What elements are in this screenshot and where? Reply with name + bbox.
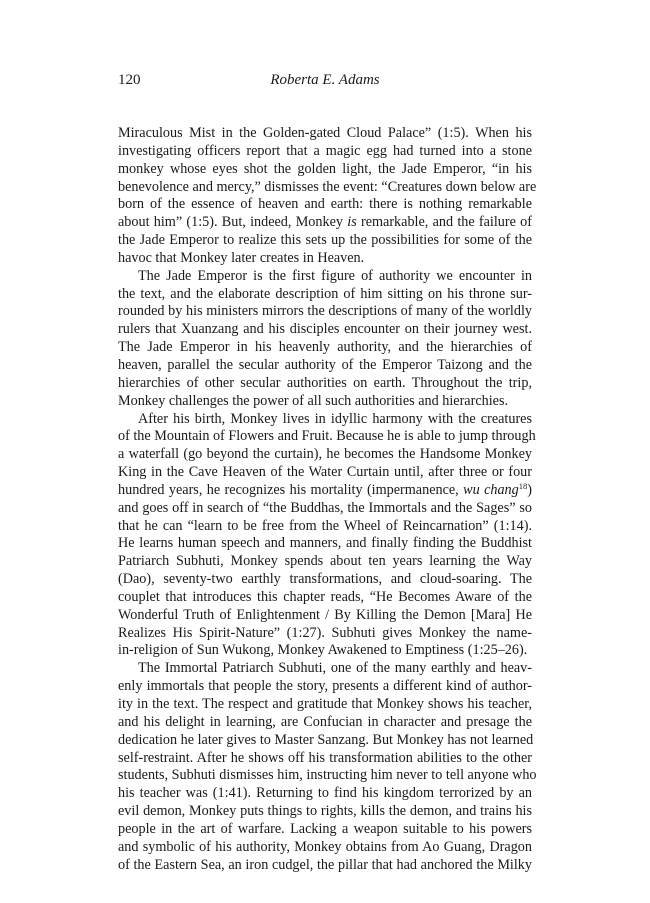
text-line: Realizes His Spirit-Nature” (1:27). Subhuti gives Monkey the name-	[118, 624, 532, 641]
text-line: Monkey challenges the power of all such authorities and hierarchies.	[118, 392, 509, 409]
text-line: hundred years, he recognizes his mortality (impermanence, wu chang$^{18}$)	[118, 480, 532, 498]
text-line: a waterfall (go beyond the curtain), he becomes the Handsome Monkey	[118, 446, 532, 463]
footnote-reference: 18	[518, 480, 528, 491]
text-line: investigating officers report that a magic egg had turned into a stone	[118, 142, 532, 159]
text-line: heaven, parallel the secular authority of the Emperor Taizong and the	[118, 356, 532, 373]
text-line: The Jade Emperor is the first figure of authority we encounter in	[138, 267, 532, 284]
page-number: 120	[118, 72, 141, 88]
text-line: in-religion of Sun Wukong, Monkey Awakened to Emptiness (1:25–26).	[118, 642, 528, 659]
paragraph	[118, 410, 536, 661]
text-line: enly immortals that people the story, presents a different kind of author-	[118, 678, 532, 695]
text-line: of the Mountain of Flowers and Fruit. Because he is able to jump through	[118, 428, 536, 445]
text-line: monkey whose eyes shot the golden light, the Jade Emperor, “in his	[118, 160, 532, 177]
italic-term: wu chang	[463, 481, 519, 498]
text-line: King in the Cave Heaven of the Water Curtain until, after three or four	[118, 464, 532, 481]
text-line: benevolence and mercy,” dismisses the event: “Creatures down below are	[118, 178, 537, 195]
text-line: evil demon, Monkey puts things to rights, kills the demon, and trains his	[118, 803, 532, 820]
text-line: ity in the text. The respect and gratitude that Monkey shows his teacher,	[118, 696, 532, 712]
text-line: Wonderful Truth of Enlightenment / By Killing the Demon [Mara] He	[118, 606, 532, 623]
text-line: the Jade Emperor to realize this sets up the possibilities for some of the	[118, 232, 532, 249]
text-line: students, Subhuti dismisses him, instructing him never to tell anyone who	[118, 767, 537, 784]
text-line: that he can “learn to be free from the Wheel of Reincarnation” (1:14).	[118, 517, 532, 534]
paragraph	[118, 660, 537, 874]
text-line: self-restraint. After he shows off his transformation abilities to the other	[118, 749, 532, 766]
text-line: rulers that Xuanzang and his disciples encounter on their journey west.	[118, 321, 532, 338]
text-line: and goes off in search of “the Buddhas, the Immortals and the Sages” so	[118, 499, 532, 516]
text-line: hierarchies of other secular authorities on earth. Throughout the trip,	[118, 374, 532, 391]
text-line: He learns human speech and manners, and finally finding the Buddhist	[118, 535, 532, 552]
paragraph	[118, 268, 532, 411]
text-line: people in the art of warfare. Lacking a weapon suitable to his powers	[118, 820, 532, 837]
text-line: of the Eastern Sea, an iron cudgel, the pillar that had anchored the Milky	[118, 856, 532, 873]
text-line: Patriarch Subhuti, Monkey spends about ten years learning the Way	[118, 553, 532, 570]
text-line: (Dao), seventy-two earthly transformations, and cloud-soaring. The	[118, 571, 532, 588]
text-line: his teacher was (1:41). Returning to find his kingdom terrorized by an	[118, 785, 532, 802]
text-line: and symbolic of his authority, Monkey obtains from Ao Guang, Dragon	[118, 838, 532, 855]
body-text	[118, 125, 537, 874]
text-line: born of the essence of heaven and earth: there is nothing remarkable	[118, 196, 532, 213]
text-line: rounded by his ministers mirrors the descriptions of many of the worldly	[118, 303, 532, 320]
text-line: dedication he later gives to Master Sanzang. But Monkey has not learned	[118, 731, 534, 748]
running-head-author: Roberta E. Adams	[270, 72, 380, 88]
paragraph	[118, 125, 537, 268]
text-line: After his birth, Monkey lives in idyllic harmony with the creatures	[138, 410, 532, 427]
text-line: Miraculous Mist in the Golden-gated Cloud Palace” (1:5). When his	[118, 125, 532, 141]
text-line: havoc that Monkey later creates in Heaven.	[118, 249, 365, 266]
text-line: The Immortal Patriarch Subhuti, one of the many earthly and heav-	[138, 660, 532, 677]
text-line: the text, and the elaborate description of him sitting on his throne sur-	[118, 285, 532, 302]
text-line: and his delight in learning, are Confucian in character and presage the	[118, 713, 532, 730]
text-line: about him” (1:5). But, indeed, Monkey is remarkable, and the failure of	[118, 214, 532, 231]
text-line: couplet that introduces this chapter reads, “He Becomes Aware of the	[118, 588, 532, 605]
text-line: The Jade Emperor in his heavenly authority, and the hierarchies of	[118, 339, 532, 356]
page-header	[118, 72, 532, 92]
italic-term: is	[347, 214, 357, 231]
